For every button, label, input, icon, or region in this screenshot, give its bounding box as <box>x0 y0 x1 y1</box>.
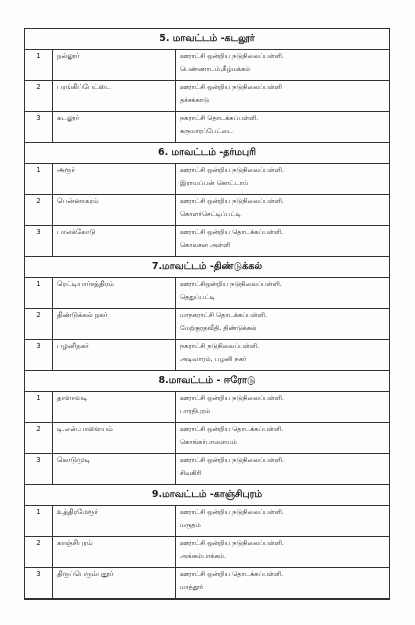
block-name: திண்டுக்கல் நகர் <box>53 309 176 339</box>
table-row <box>25 340 389 371</box>
table-row <box>25 568 389 599</box>
school-cell <box>176 506 389 536</box>
school-cell <box>176 423 389 453</box>
serial-number: 2 <box>25 195 53 225</box>
school-locality: கொளர்செட்டிப்பட்டி <box>180 210 241 218</box>
district-heading: 7.மாவட்டம் -திண்டுக்கல் <box>25 257 389 278</box>
school-locality: தெதுப்பட்டி <box>180 293 215 301</box>
block-name: திருப்பெரும்புதூர் <box>53 568 176 598</box>
table-row <box>25 506 389 537</box>
school-name: ஊராட்சி ஒன்றிய தொடக்கப்பள்ளி. <box>180 228 284 236</box>
school-locality: கொங்கர்பாளையம் <box>180 438 237 446</box>
school-name: ஊராட்சி ஒன்றிய நடுநிலைப்பள்ளி <box>180 83 282 91</box>
school-cell <box>176 568 389 598</box>
school-locality: கொலசன அள்ளி <box>180 241 231 249</box>
district-heading: 6. மாவட்டம் -தர்மபுரி <box>25 143 389 164</box>
school-cell <box>176 195 389 225</box>
school-locality: கருமாரப்பேட்டை <box>180 127 233 135</box>
serial-number: 2 <box>25 423 53 453</box>
school-cell <box>176 392 389 422</box>
school-name: ஊராட்சி ஒன்றிய நடுநிலைப்பள்ளி. <box>180 394 284 402</box>
school-locality: மாத்தூர் <box>180 583 204 591</box>
school-locality: பெண்ணாடம்,கீழ்மக்கம் <box>180 65 251 73</box>
school-locality: அடிவாரம், பழனி நகர் <box>180 355 247 363</box>
block-name: டி.என்.பாளையம் <box>53 423 176 453</box>
school-name: ஊராட்சி ஒன்றிய நடுநிலைப்பள்ளி. <box>180 166 284 174</box>
table-row <box>25 537 389 568</box>
school-name: ஊராட்சி ஒன்றிய தொடக்கப்பள்ளி. <box>180 570 284 578</box>
table-row <box>25 81 389 112</box>
serial-number: 1 <box>25 278 53 308</box>
school-name: நகராட்சி நடுநிலைப்பள்ளி. <box>180 342 260 350</box>
district-heading: 8.மாவட்டம் - ஈரோடு <box>25 371 389 392</box>
district-heading: 5. மாவட்டம் -கடலூர் <box>25 29 389 50</box>
school-locality: அங்கம்பாக்கம். <box>180 552 227 560</box>
block-name: கடலூர் <box>53 112 176 142</box>
serial-number: 2 <box>25 537 53 567</box>
school-locality: மருதம் <box>180 521 201 529</box>
school-cell <box>176 537 389 567</box>
serial-number: 2 <box>25 309 53 339</box>
school-locality: மேற்குரதவீதி, திண்டுக்கல் <box>180 324 257 332</box>
school-cell <box>176 164 389 194</box>
school-name: ஊராட்சி ஒன்றிய நடுநிலைப்பள்ளி. <box>180 539 284 547</box>
school-locality: பாரதிபுரம் <box>180 407 211 415</box>
serial-number: 2 <box>25 81 53 111</box>
table-row <box>25 195 389 226</box>
school-cell <box>176 81 389 111</box>
school-name: ஊராட்சி ஒன்றிய நடுநிலைப்பள்ளி. <box>180 52 284 60</box>
school-locality: இராயப்பன் கொட்டாய் <box>180 179 249 187</box>
serial-number: 3 <box>25 454 53 484</box>
block-name: பரங்கிப்பேட்டை <box>53 81 176 111</box>
table-row <box>25 112 389 143</box>
school-name: ஊராட்சி ஒன்றிய தொடக்கப்பள்ளி. <box>180 425 284 433</box>
block-name: நல்லூர் <box>53 50 176 80</box>
school-name: ஊராட்சி ஒன்றிய நடுநிலைப்பள்ளி. <box>180 197 284 205</box>
table-row <box>25 226 389 257</box>
table-row <box>25 392 389 423</box>
block-name: ரெட்டியார்சத்திரம் <box>53 278 176 308</box>
school-locality: சிவகிரி <box>180 469 202 477</box>
school-cell <box>176 309 389 339</box>
block-name: அரூர் <box>53 164 176 194</box>
school-name: நகராட்சி தொடக்கப்பள்ளி. <box>180 114 259 122</box>
block-name: பென்னாகரம் <box>53 195 176 225</box>
school-list-table <box>24 28 390 600</box>
serial-number: 1 <box>25 392 53 422</box>
school-name: ஊராட்சி ஒன்றிய நடுநிலைப்பள்ளி. <box>180 508 284 516</box>
serial-number: 1 <box>25 50 53 80</box>
serial-number: 3 <box>25 226 53 256</box>
table-row <box>25 50 389 81</box>
table-row <box>25 454 389 485</box>
table-row <box>25 164 389 195</box>
school-name: மாநகராட்சி தொடக்கப்பள்ளி. <box>180 311 268 319</box>
school-locality: தச்சக்காடு <box>180 96 209 104</box>
serial-number: 1 <box>25 506 53 536</box>
table-row <box>25 423 389 454</box>
school-cell <box>176 454 389 484</box>
serial-number: 1 <box>25 164 53 194</box>
school-cell <box>176 278 389 308</box>
serial-number: 3 <box>25 112 53 142</box>
table-row <box>25 309 389 340</box>
school-cell <box>176 50 389 80</box>
block-name: பாலக்கோடு <box>53 226 176 256</box>
table-row <box>25 278 389 309</box>
district-heading: 9.மாவட்டம் -காஞ்சிபுரம் <box>25 485 389 506</box>
block-name: உத்திரமேரூர் <box>53 506 176 536</box>
block-name: காஞ்சிபுரம் <box>53 537 176 567</box>
school-name: ஊராட்சி ஒன்றிய நடுநிலைப்பள்ளி. <box>180 456 284 464</box>
serial-number: 3 <box>25 340 53 370</box>
block-name: பழனிநகர் <box>53 340 176 370</box>
serial-number: 3 <box>25 568 53 598</box>
school-name: ஊராட்சிஒன்றிய நடுநிலைப்பள்ளி. <box>180 280 282 288</box>
block-name: தாளாவடி <box>53 392 176 422</box>
block-name: கொடுமுடி <box>53 454 176 484</box>
school-cell <box>176 112 389 142</box>
school-cell <box>176 226 389 256</box>
school-cell <box>176 340 389 370</box>
